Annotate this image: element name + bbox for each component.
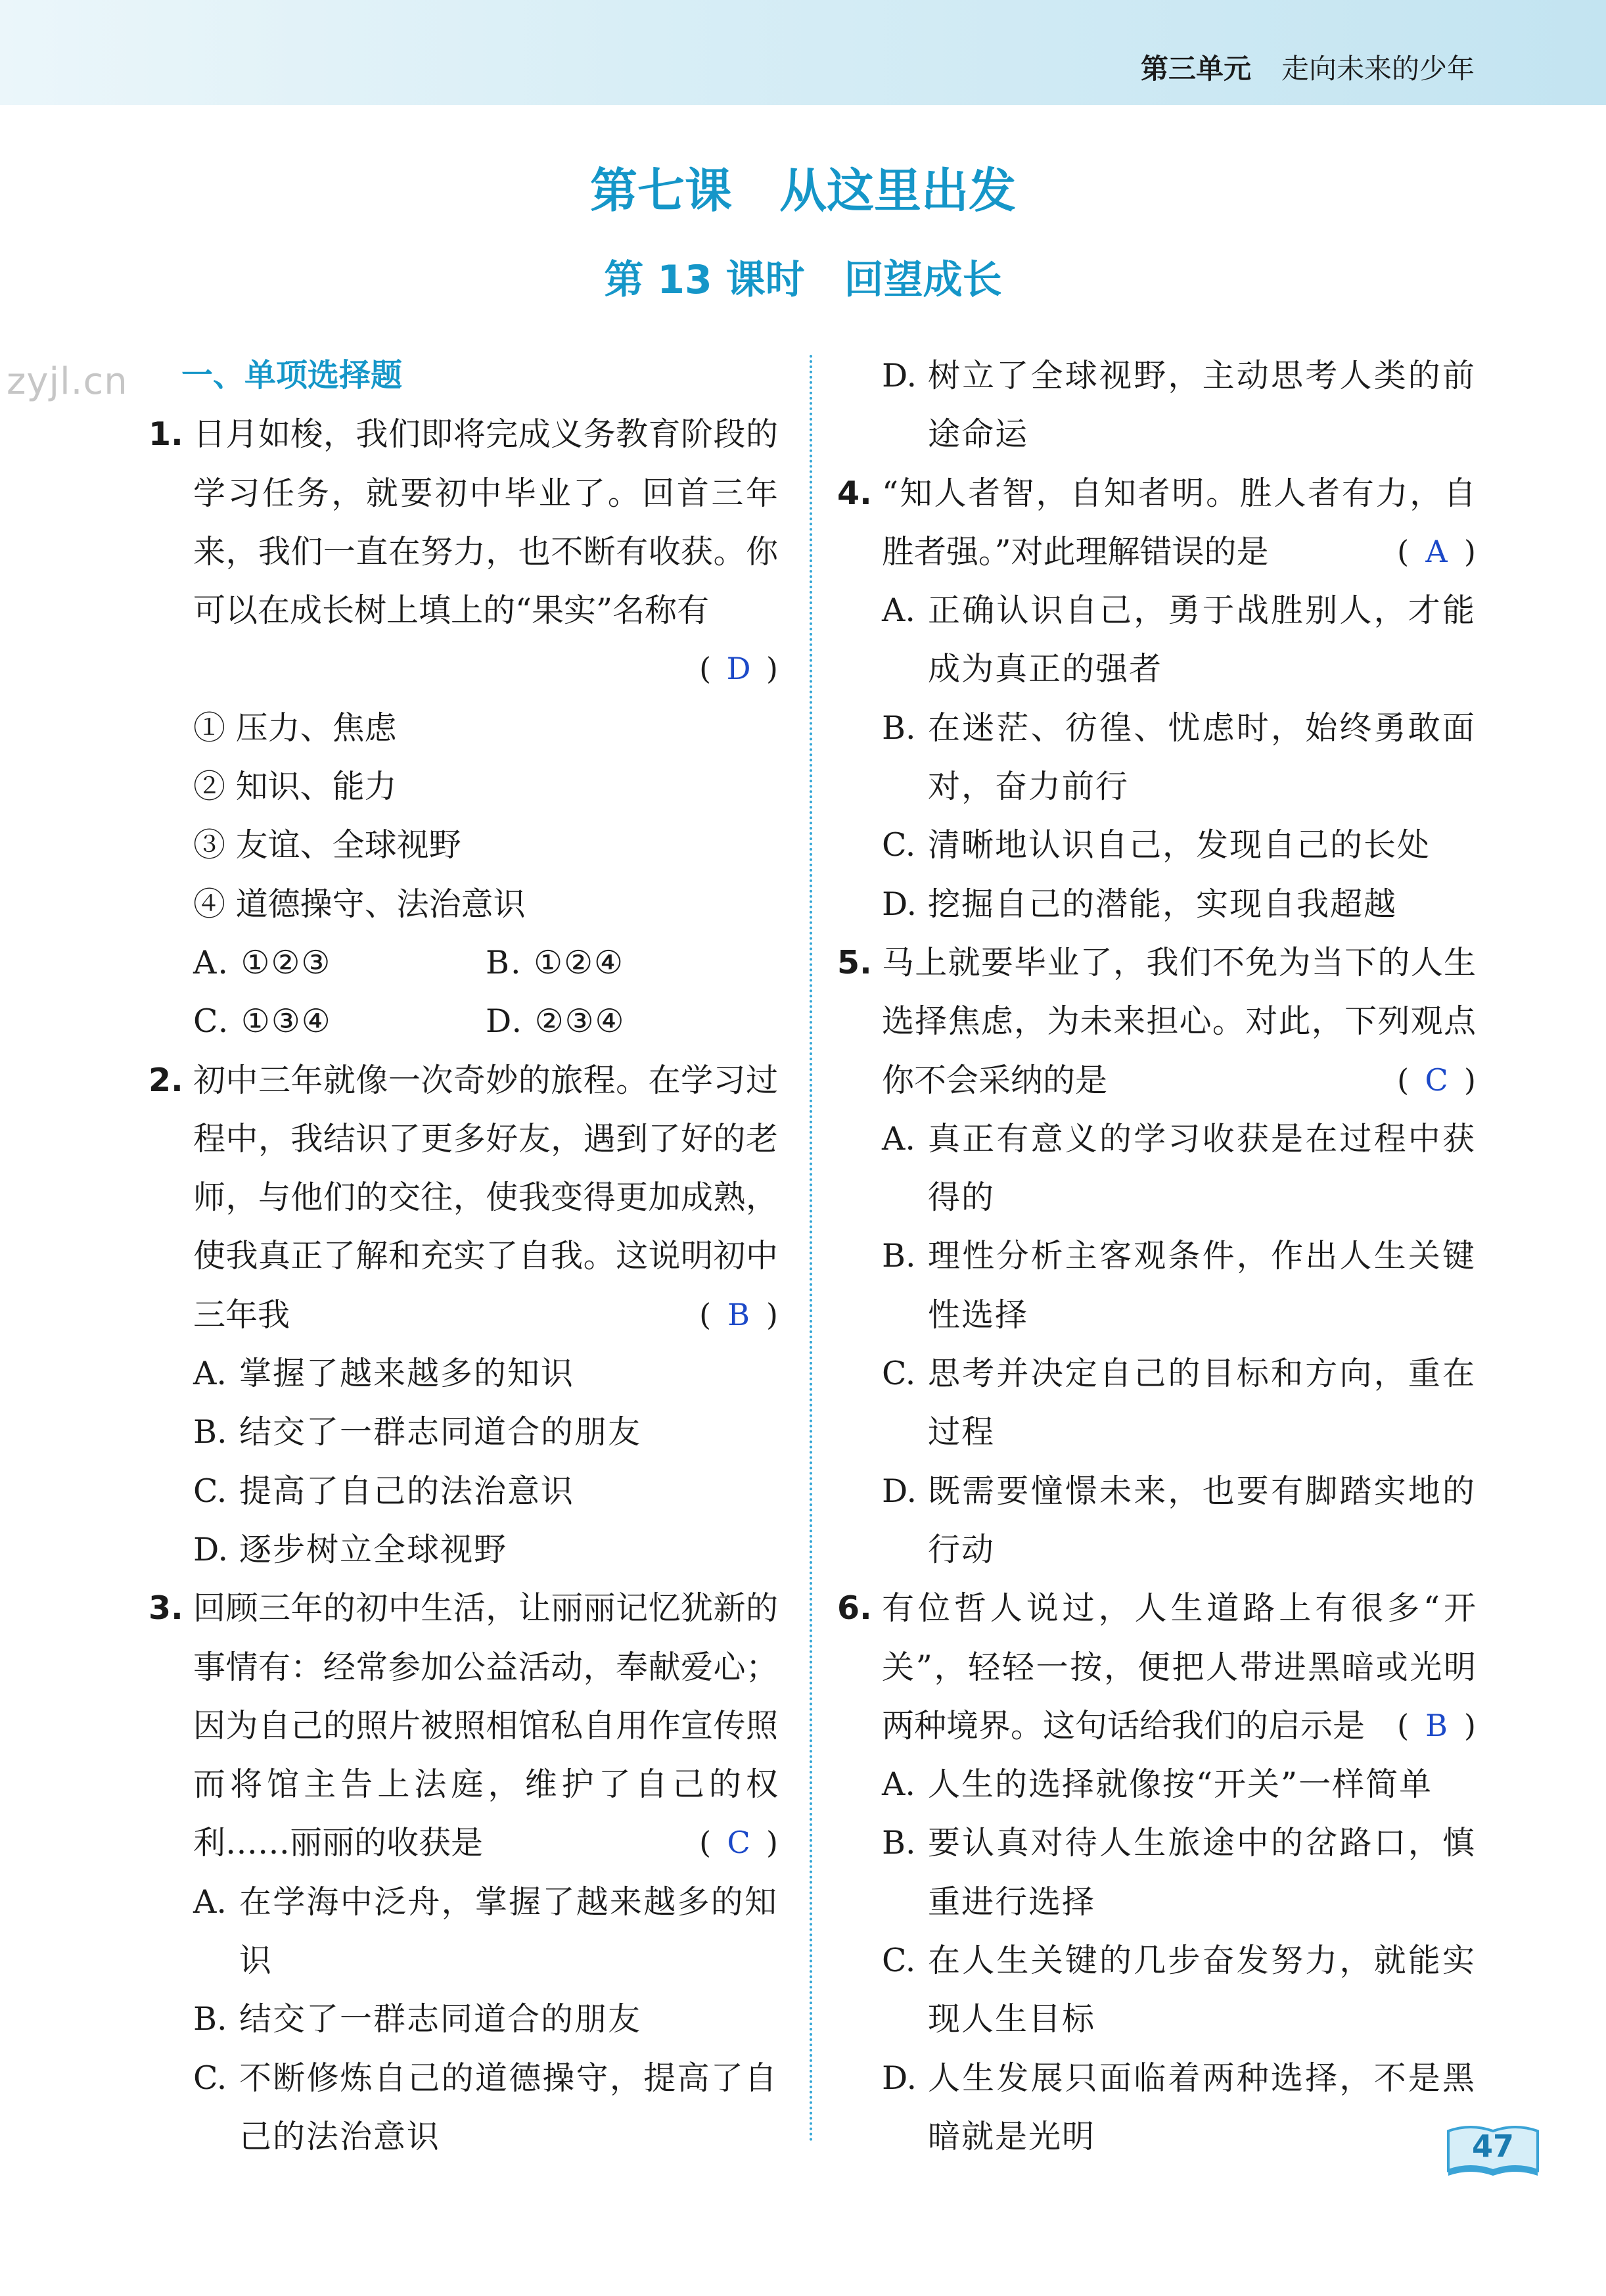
question-3: [149, 1579, 778, 2166]
list-item: ④ 道德操守、法治意识: [193, 885, 526, 923]
option-d: D. ②③④: [486, 1002, 626, 1041]
answer-box: ( B ): [699, 1286, 778, 1344]
question-text: “知人者智，自知者明。胜人者有力，自胜者强。”对此理解错误的是: [882, 474, 1476, 571]
question-number: 6.: [837, 1589, 872, 1628]
option-a: A. ①②③: [193, 943, 332, 981]
question-number: 4.: [837, 474, 872, 512]
option-d: D. 挖掘自己的潜能，实现自我超越: [882, 885, 1398, 923]
list-item: ② 知识、能力: [193, 768, 397, 806]
question-text: 初中三年就像一次奇妙的旅程。在学习过程中，我结识了更多好友，遇到了好的老师，与他们的交往，使我变得更加成熟，使我真正了解和充实了自我。这说明初中三年我: [193, 1061, 778, 1334]
question-stem: [149, 1051, 778, 1344]
option-row: [163, 992, 778, 1050]
answer-box: ( D ): [699, 640, 778, 698]
left-column: [149, 346, 778, 2166]
option-b: B. ①②④: [486, 943, 624, 981]
question-number: 3.: [149, 1589, 183, 1628]
option-c: C. ①③④: [193, 1002, 332, 1041]
question-number: 5.: [837, 943, 872, 981]
answer-letter: B: [1425, 1707, 1448, 1743]
watermark: zyjl.cn: [7, 360, 128, 403]
question-stem: [837, 933, 1476, 1110]
running-header: [1141, 47, 1475, 87]
question-stem: [837, 464, 1476, 582]
option-b: B. 结交了一群志同道合的朋友: [193, 1413, 642, 1451]
question-text: 有位哲人说过，人生道路上有很多“开关”，轻轻一按，便把人带进黑暗或光明两种境界。这句话给我们的启示是: [882, 1589, 1476, 1745]
option-a: A. 真正有意义的学习收获是在过程中获得的: [882, 1119, 1476, 1217]
question-stem: [149, 405, 778, 640]
option-b: B. 理性分析主客观条件，作出人生关键性选择: [882, 1237, 1476, 1334]
unit-title: 走向未来的少年: [1281, 53, 1475, 85]
option-c: C. 在人生关键的几步奋发努力，就能实现人生目标: [882, 1942, 1476, 2038]
period-title: 第 13 课时 回望成长: [604, 257, 1002, 303]
list-item: ① 压力、焦虑: [193, 709, 397, 747]
question-number: 2.: [149, 1061, 183, 1099]
answer-box: ( A ): [1397, 523, 1476, 581]
option-b: B. 在迷茫、彷徨、忧虑时，始终勇敢面对，奋力前行: [882, 709, 1476, 806]
answer-box: ( B ): [1397, 1697, 1476, 1755]
answer-letter: C: [727, 1825, 750, 1861]
question-text: 回顾三年的初中生活，让丽丽记忆犹新的事情有：经常参加公益活动，奉献爱心；因为自己的照片被照相馆私自用作宣传照而将馆主告上法庭，维护了自己的权利……丽丽的收获是: [193, 1589, 778, 1862]
question-text: 日月如梭，我们即将完成义务教育阶段的学习任务，就要初中毕业了。回首三年来，我们一直在努力，也不断有收获。你可以在成长树上填上的“果实”名称有: [193, 415, 778, 630]
option-c: C. 清晰地认识自己，发现自己的长处: [882, 826, 1431, 864]
answer-line: [163, 640, 778, 698]
answer-letter: A: [1425, 533, 1448, 569]
answer-letter: C: [1425, 1062, 1448, 1098]
lesson-title: 第七课 从这里出发: [589, 163, 1016, 218]
option-a: A. 正确认识自己，勇于战胜别人，才能成为真正的强者: [882, 592, 1476, 688]
column-divider: [810, 355, 812, 2143]
question-4: [837, 464, 1476, 933]
option-d: D. 既需要憧憬未来，也要有脚踏实地的行动: [882, 1472, 1476, 1568]
option-a: A. 人生的选择就像按“开关”一样简单: [882, 1766, 1433, 1804]
section-title: 一、单项选择题: [181, 357, 403, 394]
option-d: D. 树立了全球视野，主动思考人类的前途命运: [882, 357, 1476, 454]
option-a: A. 在学海中泛舟，掌握了越来越多的知识: [193, 1883, 778, 1980]
question-6: [837, 1579, 1476, 2166]
question-number: 1.: [149, 415, 183, 454]
question-text: 马上就要毕业了，我们不免为当下的人生选择焦虑，为未来担心。对此，下列观点你不会采纳的是: [882, 943, 1476, 1099]
page-number-text: 47: [1471, 2128, 1514, 2164]
option-d: D. 逐步树立全球视野: [193, 1530, 508, 1568]
unit-label: 第三单元: [1140, 53, 1251, 85]
option-d: D. 人生发展只面临着两种选择，不是黑暗就是光明: [882, 2059, 1476, 2155]
question-stem: [149, 1579, 778, 1872]
list-item: ③ 友谊、全球视野: [193, 826, 461, 864]
page-number: [1444, 2122, 1542, 2182]
option-b: B. 要认真对待人生旅途中的岔路口，慎重进行选择: [882, 1824, 1476, 1921]
option-c: C. 不断修炼自己的道德操守，提高了自己的法治意识: [193, 2059, 778, 2155]
option-c: C. 思考并决定自己的目标和方向，重在过程: [882, 1355, 1476, 1451]
answer-box: ( C ): [699, 1814, 778, 1872]
right-column: [837, 346, 1476, 2166]
question-2: [149, 1051, 778, 1580]
answer-box: ( C ): [1397, 1051, 1476, 1110]
question-stem: [837, 1579, 1476, 1755]
option-a: A. 掌握了越来越多的知识: [193, 1355, 575, 1393]
option-c: C. 提高了自己的法治意识: [193, 1472, 575, 1510]
question-5: [837, 933, 1476, 1579]
question-1: [149, 405, 778, 1050]
answer-letter: D: [726, 651, 751, 687]
option-row: [163, 933, 778, 992]
answer-letter: B: [727, 1296, 750, 1332]
option-b: B. 结交了一群志同道合的朋友: [193, 2000, 642, 2038]
